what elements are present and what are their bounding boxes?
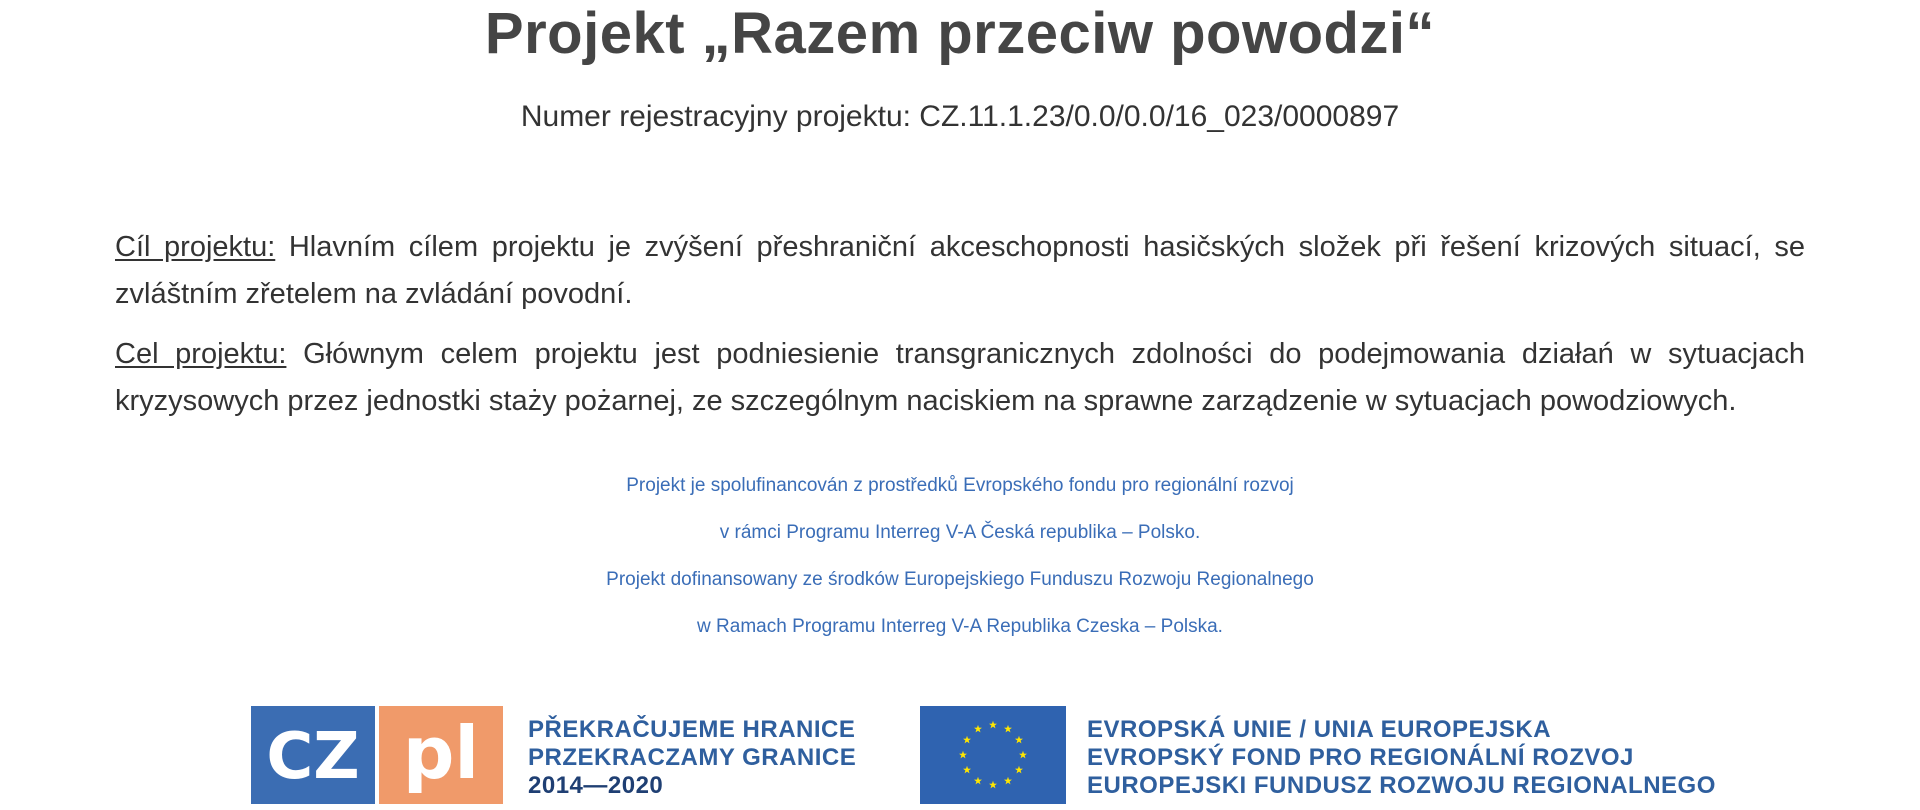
eu-line-1: EVROPSKÁ UNIE / UNIA EUROPEJSKA xyxy=(1087,716,1552,743)
czpl-logo-icon xyxy=(251,706,503,804)
goal-text-cz: Hlavním cílem projektu je zvýšení přeshraniční akceschopnosti hasičských složek při řešení krizových situací, se zvláštním zřetelem na zvládání povodní. xyxy=(115,231,1805,310)
funding-line-3: Projekt dofinansowany ze środków Europejskiego Funduszu Rozwoju Regionalnego xyxy=(606,569,1314,590)
funding-statement xyxy=(0,462,1920,650)
czpl-line-3: 2014—2020 xyxy=(528,772,664,799)
page-title: Projekt „Razem przeciw powodzi“ xyxy=(484,1,1436,66)
eu-line-2: EVROPSKÝ FOND PRO REGIONÁLNÍ ROZVOJ xyxy=(1087,744,1634,771)
eu-flag-icon xyxy=(920,706,1066,804)
goal-text-pl: Głównym celem projektu jest podniesienie transgranicznych zdolności do podejmowania działań w sytuacjach kryzysowych przez jednostki staży pożarnej, ze szczególnym naciskiem na sprawne zarządzenie w sytuacjach powodziowych. xyxy=(115,338,1805,417)
goal-label-pl: Cel projektu: xyxy=(115,338,287,370)
eu-line-3: EUROPEJSKI FUNDUSZ ROZWOJU REGIONALNEGO xyxy=(1087,772,1716,799)
registration-number: Numer rejestracyjny projektu: CZ.11.1.23/0.0/0.0/16_023/0000897 xyxy=(520,100,1400,133)
czpl-line-1: PŘEKRAČUJEME HRANICE xyxy=(528,716,856,743)
czpl-logo-text xyxy=(528,716,856,800)
eu-logo-text xyxy=(1087,716,1716,800)
czpl-mark-cz: CZ xyxy=(266,720,360,794)
goal-paragraph-pl xyxy=(115,331,1805,425)
czpl-line-2: PRZEKRACZAMY GRANICE xyxy=(528,744,857,771)
goal-label-cz: Cíl projektu: xyxy=(115,231,276,263)
funding-line-4: w Ramach Programu Interreg V-A Republika Czeska – Polska. xyxy=(697,616,1223,637)
goal-paragraph-cz xyxy=(115,224,1805,318)
logo-bar xyxy=(0,706,1920,806)
czpl-mark-pl: pl xyxy=(402,711,480,795)
funding-line-1: Projekt je spolufinancován z prostředků Evropského fondu pro regionální rozvoj xyxy=(626,475,1294,496)
funding-line-2: v rámci Programu Interreg V-A Česká republika – Polsko. xyxy=(719,522,1201,543)
